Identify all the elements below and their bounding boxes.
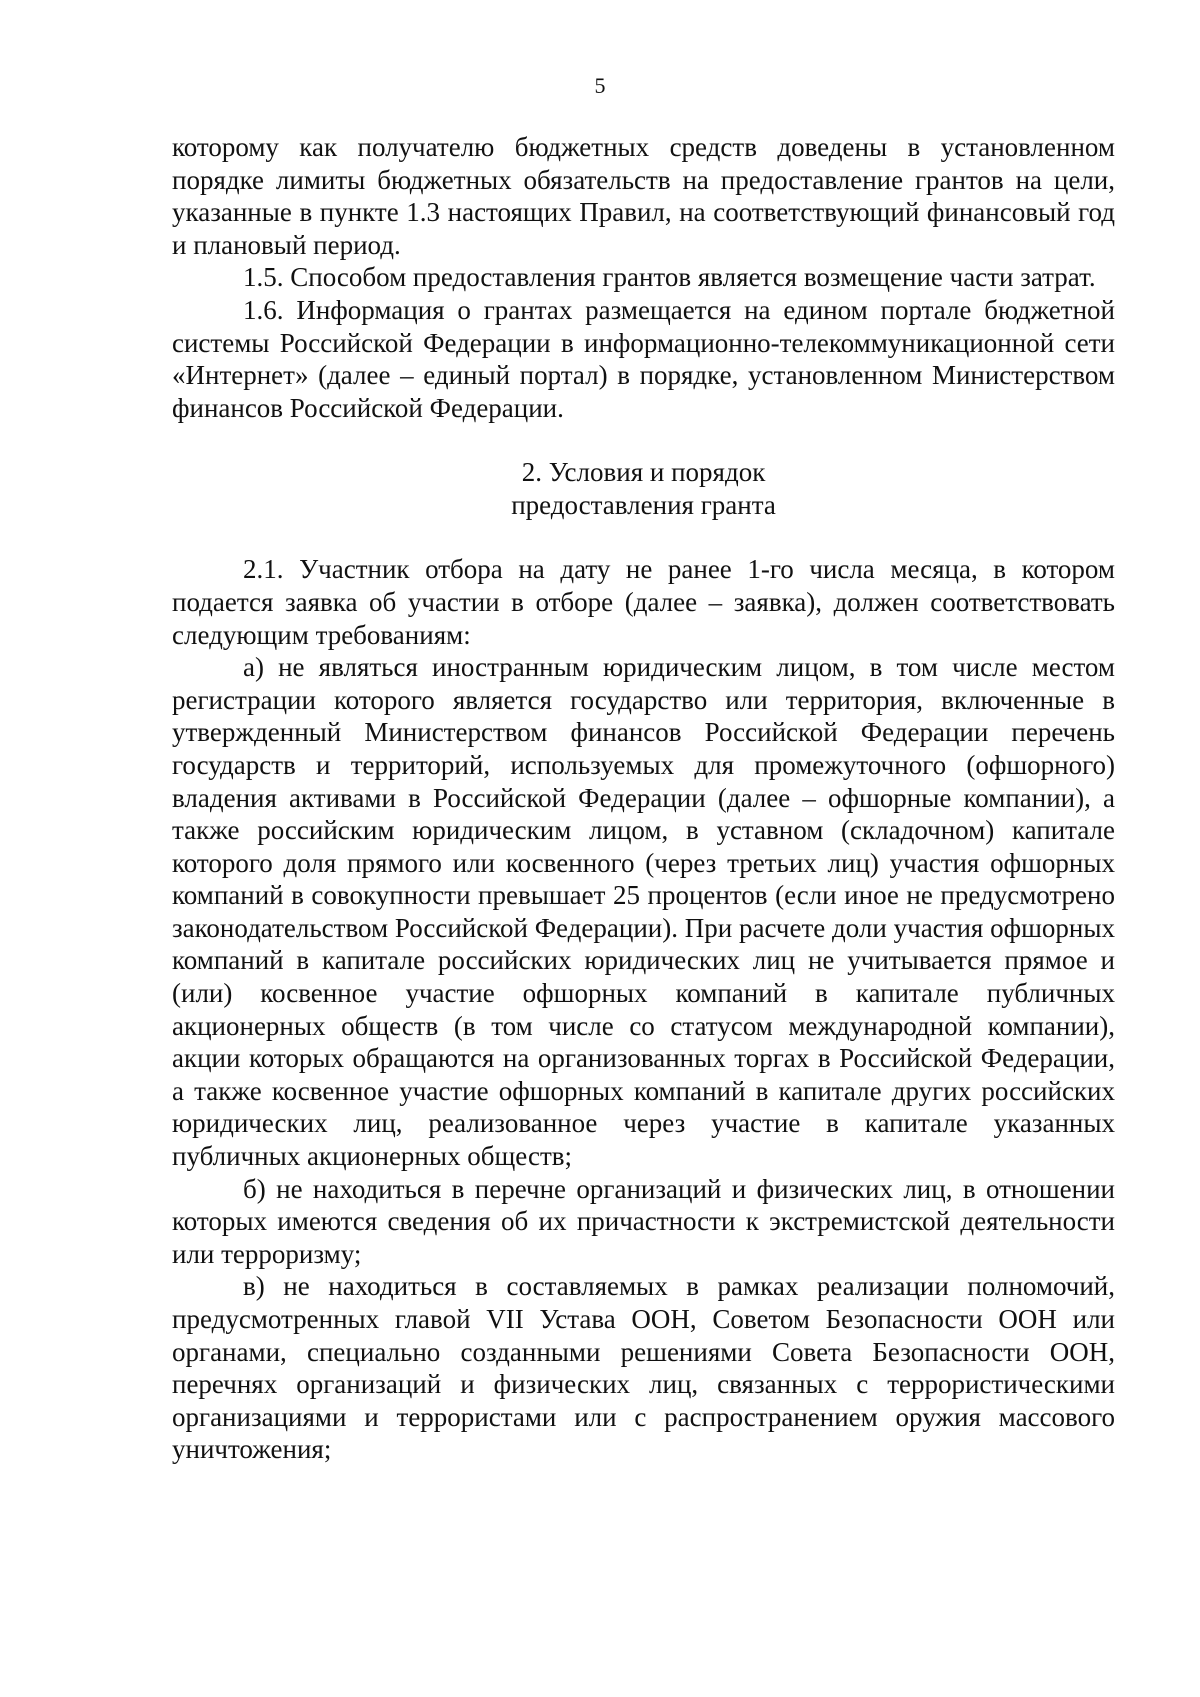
bottom-paragraphs (172, 553, 1115, 1466)
top-paragraphs (172, 131, 1115, 424)
section-heading (172, 456, 1115, 522)
page-number: 5 (594, 73, 606, 98)
paragraph: которому как получателю бюджетных средств доведены в установленном порядке лимиты бюджетных обязательств на предоставление грантов на цели, указанные в пункте 1.3 настоящих Правил, на соответствующий финансовый год и плановый период. (172, 132, 1115, 260)
paragraph: 1.6. Информация о грантах размещается на едином портале бюджетной системы Российской Федерации в информационно-телекоммуникационной сети «Интернет» (далее – единый портал) в порядке, установленном Министерством финансов Российской Федерации. (172, 294, 1115, 423)
paragraph: в) не находиться в составляемых в рамках реализации полномочий, предусмотренных главой VII Устава ООН, Советом Безопасности ООН или органами, специально созданными решениями Совета Безопасности ООН, перечнях организаций и физических лиц, связанных с террористическими организациями и террористами или с распространением оружия массового уничтожения; (172, 1271, 1115, 1465)
document-body (172, 131, 1115, 1466)
section-heading-line-2: предоставления гранта (511, 490, 776, 521)
paragraph: б) не находиться в перечне организаций и физических лиц, в отношении которых имеются сведения об их причастности к экстремистской деятельности или терроризму; (172, 1173, 1115, 1269)
paragraph: а) не являться иностранным юридическим лицом, в том числе местом регистрации которого является государство или территория, включенные в утвержденный Министерством финансов Российской Федерации перечень государств и территорий, используемых для промежуточного (офшорного) владения активами в Российской Федерации (далее – офшорные компании), а также российским юридическим лицом, в уставном (складочном) капитале которого доля прямого или косвенного (через третьих лиц) участия офшорных компаний в совокупности превышает 25 процентов (если иное не предусмотрено законодательством Российской Федерации). При расчете доли участия офшорных компаний в капитале российских юридических лиц не учитывается прямое и (или) косвенное участие офшорных компаний в капитале публичных акционерных обществ (в том числе со статусом международной компании), акции которых обращаются на организованных торгах в Российской Федерации, а также косвенное участие офшорных компаний в капитале других российских юридических лиц, реализованное через участие в капитале указанных публичных акционерных обществ; (172, 652, 1115, 1172)
paragraph: 2.1. Участник отбора на дату не ранее 1-го числа месяца, в котором подается заявка об участии в отборе (далее – заявка), должен соответствовать следующим требованиям: (172, 554, 1115, 650)
section-heading-line-1: 2. Условия и порядок (521, 457, 766, 488)
paragraph: 1.5. Способом предоставления грантов является возмещение части затрат. (243, 262, 1096, 293)
